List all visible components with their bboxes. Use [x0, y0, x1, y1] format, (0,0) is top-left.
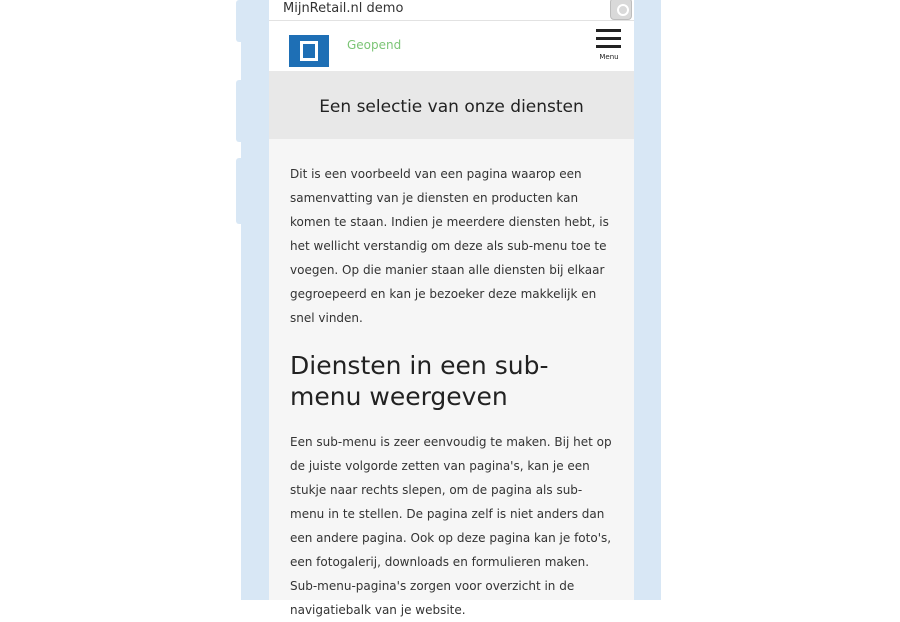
- logo-mark: [300, 41, 318, 61]
- section-paragraph: Een sub-menu is zeer eenvoudig te maken. Bij het op de juiste volgorde zetten van pagina's, kan je een stukje naar rechts slepen, om de pagina als sub-menu in te stellen. De pagina zelf is niet anders dan een andere pagina. Ook op deze pagina kan je foto's, een fotogalerij, downloads en formulieren maken. Sub-menu-pagina's zorgen voor overzicht in de navigatiebalk van je website.: [290, 435, 612, 617]
- section-heading: Diensten in een sub-menu weergeven: [290, 351, 549, 411]
- intro-paragraph: Dit is een voorbeeld van een pagina waarop een samenvatting van je diensten en producten kan komen te staan. Indien je meerdere diensten hebt, is het wellicht verstandig om deze als sub-menu toe te voegen. Op die manier staan alle diensten bij elkaar gegroepeerd en kan je bezoeker deze makkelijk en snel vinden.: [290, 167, 609, 325]
- phone-side-button: [236, 0, 242, 42]
- site-logo[interactable]: [289, 35, 329, 67]
- page-content: [290, 162, 615, 622]
- open-status: Geopend: [347, 38, 402, 52]
- address-bar[interactable]: [269, 0, 634, 21]
- url-text: MijnRetail.nl demo: [283, 1, 404, 16]
- site-header: [269, 21, 634, 71]
- page-banner: [269, 71, 634, 139]
- hamburger-icon: [596, 29, 621, 32]
- phone-screen: [269, 0, 634, 617]
- hamburger-icon: [596, 37, 621, 40]
- reload-icon[interactable]: [610, 0, 632, 20]
- phone-side-button: [236, 158, 242, 224]
- menu-button[interactable]: [596, 29, 622, 63]
- menu-label: Menu: [599, 53, 619, 61]
- phone-side-button: [236, 80, 242, 142]
- page-title: Een selectie van onze diensten: [319, 97, 584, 117]
- hamburger-icon: [596, 45, 621, 48]
